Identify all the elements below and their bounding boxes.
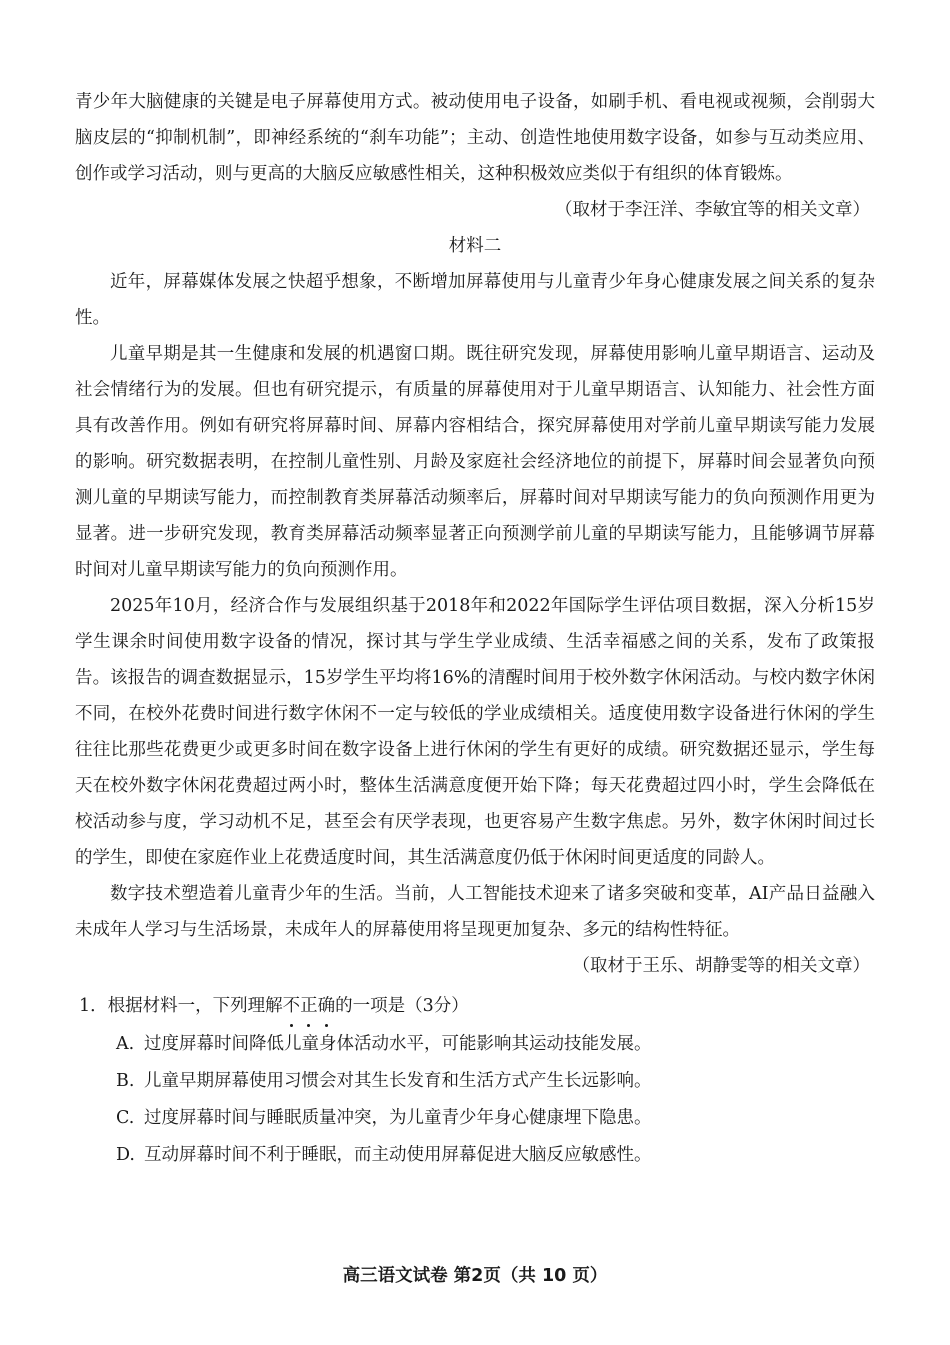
emphasis-char-3: 确 <box>318 988 336 1024</box>
material-two-paragraph-3: 2025年10月，经济合作与发展组织基于2018年和2022年国际学生评估项目数据，深入分析15岁学生课余时间使用数字设备的情况，探讨其与学生学业成绩、生活幸福感之间的关系，发布了政策报告。该报告的调查数据显示，15岁学生平均将16%的清醒时间用于校外数字休闲活动。与校内数字休闲不同，在校外花费时间进行数字休闲不一定与较低的学业成绩相关。适度使用数字设备进行休闲的学生往往比那些花费更少或更多时间在数字设备上进行休闲的学生有更好的成绩。研究数据还显示，学生每天在校外数字休闲花费超过两小时，整体生活满意度便开始下降；每天花费超过四小时，学生会降低在校活动参与度，学习动机不足，甚至会有厌学表现，也更容易产生数字焦虑。另外，数字休闲时间过长的学生，即使在家庭作业上花费适度时间，其生活满意度仍低于休闲时间更适度的同龄人。 <box>75 596 875 868</box>
option-letter: C. <box>116 1108 135 1128</box>
option-a <box>75 1026 875 1063</box>
material-two-title: 材料二 <box>448 236 502 256</box>
option-d <box>75 1137 875 1174</box>
page-footer: 高三语文试卷 第2页（共 10 页） <box>342 1266 608 1286</box>
material-two-source: （取材于王乐、胡静雯等的相关文章） <box>572 956 870 976</box>
option-text: 过度屏幕时间与睡眠质量冲突，为儿童青少年身心健康埋下隐患。 <box>144 1108 652 1128</box>
option-b <box>75 1063 875 1100</box>
question-stem-before: 根据材料一，下列理解 <box>107 996 283 1016</box>
emphasis-char-1: 不 <box>283 988 301 1024</box>
question-stem-after: 的一项是（3分） <box>335 996 469 1016</box>
option-letter: B. <box>116 1071 135 1091</box>
emphasis-char-2: 正 <box>300 988 318 1024</box>
question-1-options <box>75 1026 875 1174</box>
option-text: 儿童早期屏幕使用习惯会对其生长发育和生活方式产生长远影响。 <box>144 1071 652 1091</box>
exam-page <box>75 84 875 1174</box>
option-c <box>75 1100 875 1137</box>
option-text: 过度屏幕时间降低儿童身体活动水平，可能影响其运动技能发展。 <box>144 1034 652 1054</box>
material-two-paragraph-4: 数字技术塑造着儿童青少年的生活。当前，人工智能技术迎来了诸多突破和变革，AI产品日益融入未成年人学习与生活场景，未成年人的屏幕使用将呈现更加复杂、多元的结构性特征。 <box>75 884 875 940</box>
option-letter: D. <box>116 1145 135 1165</box>
question-1-stem <box>79 988 875 1024</box>
material-two-paragraph-1: 近年，屏幕媒体发展之快超乎想象，不断增加屏幕使用与儿童青少年身心健康发展之间关系的复杂性。 <box>75 272 875 328</box>
option-letter: A. <box>116 1034 135 1054</box>
material-one-source: （取材于李汪洋、李敏宜等的相关文章） <box>555 200 870 220</box>
question-number: 1． <box>79 996 108 1016</box>
option-text: 互动屏幕时间不利于睡眠，而主动使用屏幕促进大脑反应敏感性。 <box>144 1145 652 1165</box>
material-two-paragraph-2: 儿童早期是其一生健康和发展的机遇窗口期。既往研究发现，屏幕使用影响儿童早期语言、运动及社会情绪行为的发展。但也有研究提示，有质量的屏幕使用对于儿童早期语言、认知能力、社会性方面具有改善作用。例如有研究将屏幕时间、屏幕内容相结合，探究屏幕使用对学前儿童早期读写能力发展的影响。研究数据表明，在控制儿童性别、月龄及家庭社会经济地位的前提下，屏幕时间会显著负向预测儿童的早期读写能力，而控制教育类屏幕活动频率后，屏幕时间对早期读写能力的负向预测作用更为显著。进一步研究发现，教育类屏幕活动频率显著正向预测学前儿童的早期读写能力，且能够调节屏幕时间对儿童早期读写能力的负向预测作用。 <box>75 344 875 580</box>
material-one-paragraph: 青少年大脑健康的关键是电子屏幕使用方式。被动使用电子设备，如刷手机、看电视或视频，会削弱大脑皮层的“抑制机制”，即神经系统的“刹车功能”；主动、创造性地使用数字设备，如参与互动类应用、创作或学习活动，则与更高的大脑反应敏感性相关，这种积极效应类似于有组织的体育锻炼。 <box>75 92 875 184</box>
